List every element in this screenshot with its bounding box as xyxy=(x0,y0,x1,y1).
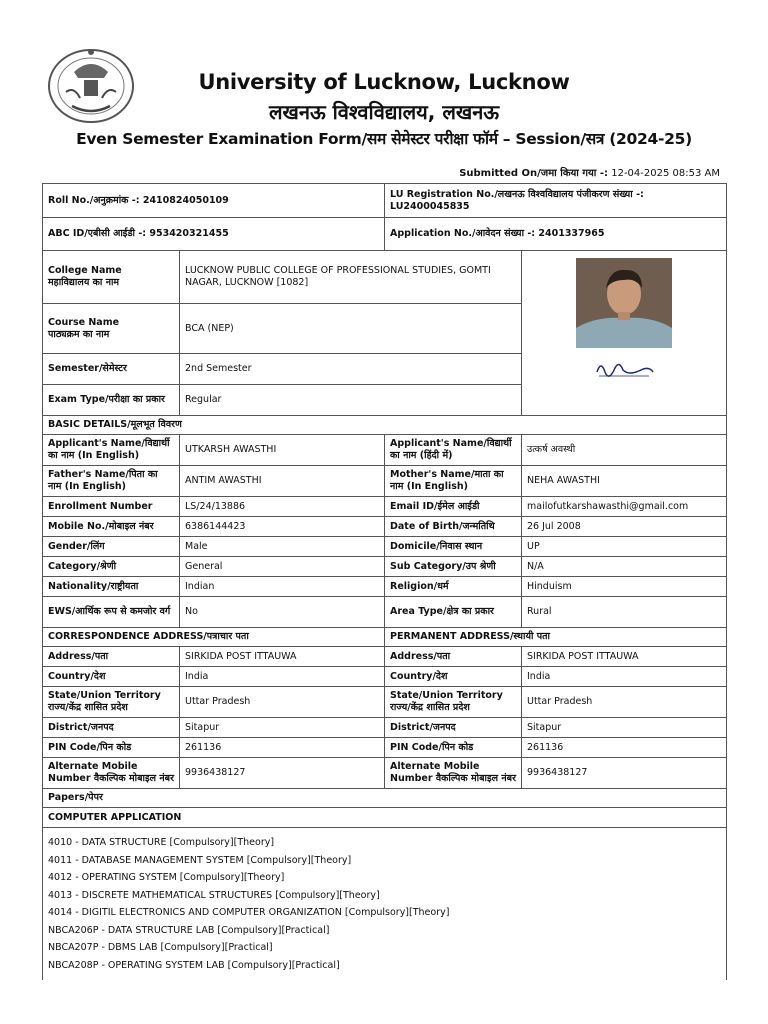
examination-form-table xyxy=(42,183,727,980)
row-value: Sitapur xyxy=(180,718,385,738)
list-item: NBCA208P - OPERATING SYSTEM LAB [Compulsory][Practical] xyxy=(48,959,340,971)
row-label: Mobile No./मोबाइल नंबर xyxy=(43,517,180,537)
list-item: 4011 - DATABASE MANAGEMENT SYSTEM [Compulsory][Theory] xyxy=(48,854,352,866)
permanent-address-heading: PERMANENT ADDRESS/स्थायी पता xyxy=(385,628,727,647)
list-item: NBCA206P - DATA STRUCTURE LAB [Compulsory][Practical] xyxy=(48,924,330,936)
subject-heading: COMPUTER APPLICATION xyxy=(43,808,727,828)
row-value: Uttar Pradesh xyxy=(180,687,385,718)
row-label: Address/पता xyxy=(43,647,180,667)
table-row xyxy=(43,537,727,557)
table-row xyxy=(43,497,727,517)
applicant-photo xyxy=(576,258,672,348)
signature-icon xyxy=(589,352,659,386)
list-item: 4010 - DATA STRUCTURE [Compulsory][Theory] xyxy=(48,837,275,848)
college-label-hi: महाविद्यालय का नाम xyxy=(48,277,120,288)
row-label: District/जनपद xyxy=(385,718,522,738)
row-label: Date of Birth/जन्मतिथि xyxy=(385,517,522,537)
lu-registration-value: LU2400045835 xyxy=(390,200,470,212)
row-value: India xyxy=(180,667,385,687)
row-value: General xyxy=(180,557,385,577)
row-label: Alternate Mobile Number वैकल्पिक मोबाइल नंबर xyxy=(43,758,180,789)
row-value: 261136 xyxy=(522,738,727,758)
course-label xyxy=(43,304,180,354)
row-value: 26 Jul 2008 xyxy=(522,517,727,537)
row-value: Sitapur xyxy=(522,718,727,738)
row-label: Gender/लिंग xyxy=(43,537,180,557)
row-value: Rural xyxy=(522,597,727,628)
college-label xyxy=(43,251,180,304)
row-label: Father's Name/पिता का नाम (In English) xyxy=(43,466,180,497)
list-item: NBCA207P - DBMS LAB [Compulsory][Practical] xyxy=(48,942,273,953)
university-title-hi: लखनऊ विश्वविद्यालय, लखनऊ xyxy=(268,100,500,124)
submitted-value: 12-04-2025 08:53 AM xyxy=(608,168,720,179)
row-label: PIN Code/पिन कोड xyxy=(43,738,180,758)
form-title: Even Semester Examination Form/सम सेमेस्टर परीक्षा फॉर्म – Session/सत्र (2024-25) xyxy=(76,130,692,148)
semester-value: 2nd Semester xyxy=(180,354,522,385)
row-label: Sub Category/उप श्रेणी xyxy=(385,557,522,577)
application-number: Application No./आवेदन संख्या -: 2401337965 xyxy=(385,218,727,251)
row-value: India xyxy=(522,667,727,687)
row-value: Indian xyxy=(180,577,385,597)
row-value: 261136 xyxy=(180,738,385,758)
row-value: UTKARSH AWASTHI xyxy=(180,435,385,466)
row-value: Hinduism xyxy=(522,577,727,597)
list-item: 4014 - DIGITIL ELECTRONICS AND COMPUTER ORGANIZATION [Compulsory][Theory] xyxy=(48,907,450,918)
abc-id: ABC ID/एबीसी आईडी -: 953420321455 xyxy=(43,218,385,251)
row-value: UP xyxy=(522,537,727,557)
table-row xyxy=(43,667,727,687)
semester-label: Semester/सेमेस्टर xyxy=(43,354,180,385)
photo-signature-cell xyxy=(522,251,727,416)
list-item: 4012 - OPERATING SYSTEM [Compulsory][Theory] xyxy=(48,872,285,883)
row-label: Alternate Mobile Number वैकल्पिक मोबाइल नंबर xyxy=(385,758,522,789)
table-row xyxy=(43,517,727,537)
table-row xyxy=(43,687,727,718)
row-label: Applicant's Name/विद्यार्थी का नाम (हिंदी में) xyxy=(385,435,522,466)
row-label: Address/पता xyxy=(385,647,522,667)
row-value: Uttar Pradesh xyxy=(522,687,727,718)
exam-type-label: Exam Type/परीक्षा का प्रकार xyxy=(43,385,180,416)
row-label: Mother's Name/माता का नाम (In English) xyxy=(385,466,522,497)
row-value: 9936438127 xyxy=(180,758,385,789)
row-value: उत्कर्ष अवस्थी xyxy=(522,435,727,466)
row-label: Applicant's Name/विद्यार्थी का नाम (In English) xyxy=(43,435,180,466)
roll-number: Roll No./अनुक्रमांक -: 2410824050109 xyxy=(43,184,385,218)
row-value: ANTIM AWASTHI xyxy=(180,466,385,497)
row-value: SIRKIDA POST ITTAUWA xyxy=(522,647,727,667)
basic-details-heading: BASIC DETAILS/मूलभूत विवरण xyxy=(43,416,727,435)
row-value: LS/24/13886 xyxy=(180,497,385,517)
list-item: 4013 - DISCRETE MATHEMATICAL STRUCTURES [Compulsory][Theory] xyxy=(48,889,380,901)
row-label: Religion/धर्म xyxy=(385,577,522,597)
table-row xyxy=(43,557,727,577)
applicant-signature xyxy=(589,352,659,386)
row-value: NEHA AWASTHI xyxy=(522,466,727,497)
row-label: Area Type/क्षेत्र का प्रकार xyxy=(385,597,522,628)
row-label: Country/देश xyxy=(43,667,180,687)
row-label: Country/देश xyxy=(385,667,522,687)
row-value: Male xyxy=(180,537,385,557)
row-label: Category/श्रेणी xyxy=(43,557,180,577)
papers-list xyxy=(43,828,727,981)
row-label: State/Union Territory राज्य/केंद्र शासित प्रदेश xyxy=(43,687,180,718)
row-label: Enrollment Number xyxy=(43,497,180,517)
row-label: Email ID/ईमेल आईडी xyxy=(385,497,522,517)
row-label: PIN Code/पिन कोड xyxy=(385,738,522,758)
university-title-en: University of Lucknow, Lucknow xyxy=(198,70,570,94)
row-value: 9936438127 xyxy=(522,758,727,789)
row-label: State/Union Territory राज्य/केंद्र शासित प्रदेश xyxy=(385,687,522,718)
table-row xyxy=(43,738,727,758)
table-row xyxy=(43,577,727,597)
lu-registration-label: LU Registration No./लखनऊ विश्वविद्यालय पंजीकरण संख्या -: xyxy=(390,188,644,200)
correspondence-address-heading: CORRESPONDENCE ADDRESS/पत्राचार पता xyxy=(43,628,385,647)
exam-type-value: Regular xyxy=(180,385,522,416)
form-header xyxy=(0,0,768,160)
row-value: SIRKIDA POST ITTAUWA xyxy=(180,647,385,667)
row-value: N/A xyxy=(522,557,727,577)
row-label: District/जनपद xyxy=(43,718,180,738)
row-label: Domicile/निवास स्थान xyxy=(385,537,522,557)
row-value: No xyxy=(180,597,385,628)
table-row xyxy=(43,466,727,497)
college-label-en: College Name xyxy=(48,265,122,277)
row-value: 6386144423 xyxy=(180,517,385,537)
papers-heading: Papers/पेपर xyxy=(43,789,727,808)
table-row xyxy=(43,597,727,628)
row-label: EWS/आर्थिक रूप से कमजोर वर्ग xyxy=(43,597,180,628)
lu-registration xyxy=(385,184,727,218)
row-label: Nationality/राष्ट्रीयता xyxy=(43,577,180,597)
table-row xyxy=(43,435,727,466)
course-label-hi: पाठ्यक्रम का नाम xyxy=(48,328,110,340)
table-row xyxy=(43,647,727,667)
photo-portrait-icon xyxy=(576,258,672,348)
submitted-label: Submitted On/जमा किया गया -: xyxy=(459,168,609,179)
submitted-on xyxy=(459,165,720,179)
course-value: BCA (NEP) xyxy=(180,304,522,354)
table-row xyxy=(43,758,727,789)
row-value: mailofutkarshawasthi@gmail.com xyxy=(522,497,727,517)
college-value: LUCKNOW PUBLIC COLLEGE OF PROFESSIONAL STUDIES, GOMTI NAGAR, LUCKNOW [1082] xyxy=(180,251,522,304)
table-row xyxy=(43,718,727,738)
course-label-en: Course Name xyxy=(48,316,120,328)
